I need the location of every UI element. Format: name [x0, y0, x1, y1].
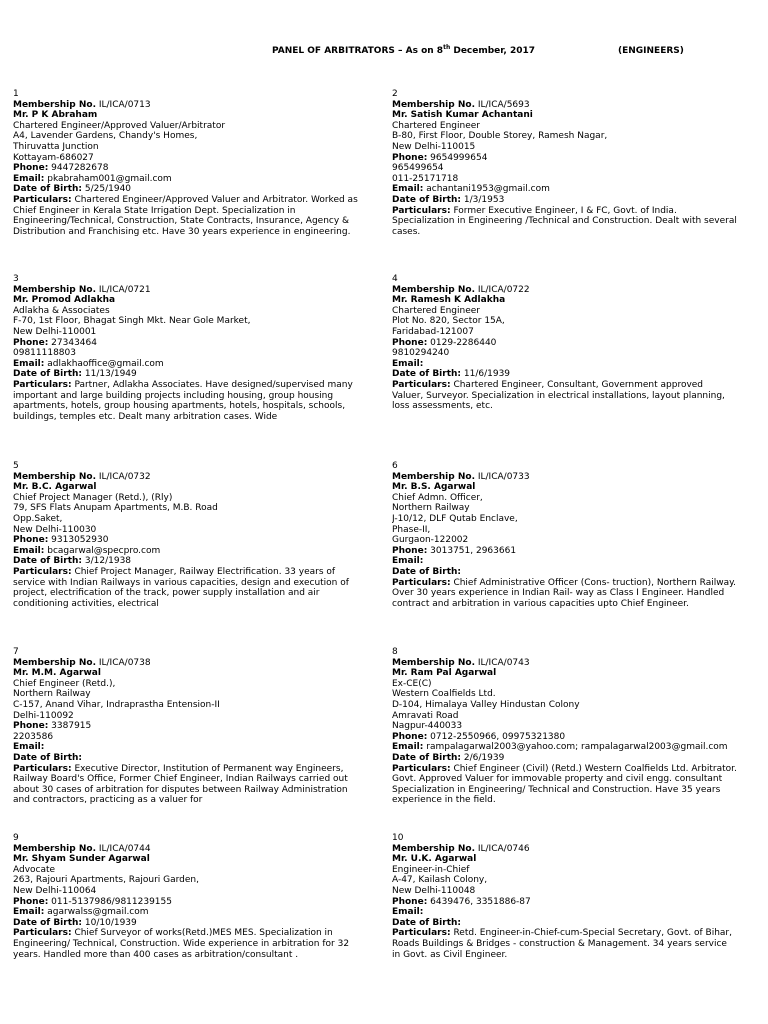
address-line	[392, 525, 737, 536]
particulars-label: Particulars:	[13, 194, 72, 205]
date-of-birth-label: Date of Birth:	[392, 752, 462, 763]
date-of-birth-value: 11/13/1949	[84, 369, 137, 380]
email-label: Email:	[392, 358, 424, 369]
phone	[392, 338, 737, 349]
membership-number-value: IL/ICA/0743	[477, 657, 530, 668]
phone-extra	[392, 163, 737, 174]
email-value: agarwalss@gmail.com	[47, 907, 149, 918]
address-line	[392, 679, 737, 690]
phone-value: 011-5137986/9811239155	[51, 896, 172, 907]
address-line	[13, 865, 358, 876]
date-of-birth-value: 11/6/1939	[463, 369, 511, 380]
email-value: bcagarwal@specpro.com	[47, 545, 161, 556]
date-of-birth	[13, 753, 358, 764]
phone-label: Phone:	[13, 896, 49, 907]
date-of-birth	[392, 195, 737, 206]
date-of-birth	[392, 567, 737, 578]
address-line	[13, 679, 358, 690]
membership-number-value: IL/ICA/0738	[98, 657, 151, 668]
address-line-text: A-47, Kailash Colony,	[392, 875, 488, 886]
address-line-text: New Delhi-110030	[13, 524, 97, 535]
date-of-birth	[13, 369, 358, 380]
membership-number-label: Membership No.	[13, 284, 96, 295]
membership-number	[13, 658, 358, 669]
date-of-birth-value: 10/10/1939	[84, 917, 137, 928]
date-of-birth-label: Date of Birth:	[13, 752, 83, 763]
document-category: (ENGINEERS)	[618, 46, 684, 56]
date-of-birth-label: Date of Birth:	[392, 566, 462, 577]
particulars	[392, 578, 737, 610]
address-line	[13, 711, 358, 722]
email	[13, 907, 358, 918]
phone-label: Phone:	[392, 896, 428, 907]
membership-number	[13, 472, 358, 483]
address-line	[392, 875, 737, 886]
address-line-text: Chartered Engineer	[392, 120, 480, 131]
particulars-label: Particulars:	[392, 379, 451, 390]
entry-number	[392, 833, 737, 844]
membership-number	[13, 844, 358, 855]
date-of-birth-value: 5/25/1940	[84, 184, 132, 195]
particulars	[392, 380, 737, 412]
particulars-value: Partner, Adlakha Associates. Have designed/supervised many important and large building projects including housing, group housing apartments, hotels, group housing apartments, hotels, hospitals, schools, buildings, temples etc. Dealt many arbitration cases. Wide	[13, 379, 353, 422]
address-line-text: Phase-II,	[392, 524, 431, 535]
membership-number-value: IL/ICA/0744	[98, 843, 151, 854]
address-line-text: C-157, Anand Vihar, Indraprastha Entension-II	[13, 699, 220, 710]
address-line-text: Northern Railway	[392, 503, 470, 514]
entry-number	[13, 833, 358, 844]
address-line-text: Gurgaon-122002	[392, 535, 469, 546]
address-line	[392, 535, 737, 546]
entry-number	[392, 461, 737, 472]
arbitrator-entry	[13, 89, 358, 237]
address-line-text: Advocate	[13, 864, 56, 875]
membership-number-label: Membership No.	[392, 471, 475, 482]
date-of-birth-label: Date of Birth:	[13, 917, 83, 928]
particulars-label: Particulars:	[13, 379, 72, 390]
date-of-birth-label: Date of Birth:	[13, 184, 83, 195]
address-line-text: Nagpur-440033	[392, 721, 463, 732]
address-line	[392, 316, 737, 327]
membership-number-label: Membership No.	[392, 99, 475, 110]
membership-number-value: IL/ICA/0733	[477, 471, 530, 482]
arbitrator-name-text: Mr. Promod Adlakha	[13, 295, 116, 306]
particulars-label: Particulars:	[13, 566, 72, 577]
email-label: Email:	[392, 556, 424, 567]
phone-label: Phone:	[13, 163, 49, 174]
address-line-text: J-10/12, DLF Qutab Enclave,	[392, 513, 518, 524]
entry-number-text: 4	[392, 274, 398, 284]
arbitrator-entry	[13, 274, 358, 422]
entry-number-text: 8	[392, 647, 398, 657]
arbitrator-name	[392, 668, 737, 679]
phone-value: 3013751, 2963661	[430, 545, 517, 556]
email	[392, 907, 737, 918]
address-line-text: Thiruvatta Junction	[13, 141, 99, 152]
date-of-birth-value: 3/12/1938	[84, 556, 132, 567]
arbitrator-name	[13, 482, 358, 493]
address-line	[392, 121, 737, 132]
address-line	[13, 525, 358, 536]
phone-extra	[13, 348, 358, 359]
arbitrator-name-text: Mr. U.K. Agarwal	[392, 854, 477, 865]
particulars	[13, 195, 358, 237]
arbitrator-entry	[13, 461, 358, 609]
address-line	[392, 721, 737, 732]
date-of-birth-label: Date of Birth:	[392, 917, 462, 928]
email-value: rampalagarwal2003@yahoo.com; rampalagarwal2003@gmail.com	[426, 742, 728, 753]
address-line	[392, 711, 737, 722]
phone-label: Phone:	[13, 337, 49, 348]
membership-number-value: IL/ICA/0713	[98, 99, 151, 110]
phone-label: Phone:	[392, 152, 428, 163]
phone	[392, 546, 737, 557]
address-line	[392, 142, 737, 153]
address-line	[392, 700, 737, 711]
phone-value: 3387915	[51, 721, 92, 732]
address-line-text: Chief Admn. Officer,	[392, 492, 483, 503]
arbitrator-entry	[392, 647, 737, 806]
membership-number-value: IL/ICA/0721	[98, 284, 151, 295]
membership-number	[392, 844, 737, 855]
particulars	[13, 380, 358, 422]
entry-number	[13, 461, 358, 472]
phone	[13, 535, 358, 546]
phone	[392, 897, 737, 908]
email	[13, 742, 358, 753]
phone	[13, 897, 358, 908]
date-of-birth	[392, 369, 737, 380]
address-line	[13, 306, 358, 317]
membership-number	[392, 285, 737, 296]
arbitrator-name-text: Mr. Ramesh K Adlakha	[392, 295, 506, 306]
address-line	[392, 131, 737, 142]
particulars-value: Chartered Engineer, Consultant, Government approved Valuer, Surveyor. Specialization in electrical installations, layout planning, loss assessments, etc.	[392, 379, 725, 412]
membership-number	[392, 100, 737, 111]
email	[392, 556, 737, 567]
arbitrator-name-text: Mr. P K Abraham	[13, 110, 98, 121]
particulars-value: Chief Project Manager, Railway Electrification. 33 years of service with Indian Railways in various capacities, design and execution of project, electrification of the track, power supply installation and air conditioning activities, electrical	[13, 566, 349, 609]
address-line	[13, 142, 358, 153]
entry-number-text: 9	[13, 833, 19, 843]
membership-number-value: IL/ICA/0722	[477, 284, 530, 295]
entry-number-text: 2	[392, 89, 398, 99]
phone-extra-text: 09811118803	[13, 348, 76, 359]
email-value: pkabraham001@gmail.com	[47, 173, 172, 184]
phone-extra-text: 9810294240	[392, 348, 450, 359]
phone-value: 9447282678	[51, 163, 109, 174]
address-line-text: Chartered Engineer/Approved Valuer/Arbitrator	[13, 120, 226, 131]
membership-number-value: IL/ICA/0746	[477, 843, 530, 854]
entry-number-text: 7	[13, 647, 19, 657]
address-line	[392, 327, 737, 338]
date-of-birth	[13, 918, 358, 929]
email-label: Email:	[392, 907, 424, 918]
address-line	[13, 153, 358, 164]
document-title: PANEL OF ARBITRATORS – As on 8th December, 2017	[272, 44, 536, 56]
particulars	[13, 764, 358, 806]
email	[13, 546, 358, 557]
address-line-text: 263, Rajouri Apartments, Rajouri Garden,	[13, 875, 199, 886]
address-line	[392, 503, 737, 514]
address-line	[13, 131, 358, 142]
address-line	[392, 886, 737, 897]
address-line	[13, 327, 358, 338]
membership-number	[392, 658, 737, 669]
particulars-label: Particulars:	[392, 928, 451, 939]
email-value: adlakhaoffice@gmail.com	[47, 358, 164, 369]
address-line	[392, 493, 737, 504]
address-line-text: F-70, 1st Floor, Bhagat Singh Mkt. Near Gole Market,	[13, 316, 251, 327]
membership-number-label: Membership No.	[13, 657, 96, 668]
address-line	[13, 689, 358, 700]
phone-label: Phone:	[13, 721, 49, 732]
address-line	[392, 689, 737, 700]
address-line-text: Plot No. 820, Sector 15A,	[392, 316, 505, 327]
membership-number-value: IL/ICA/5693	[477, 99, 530, 110]
address-line	[13, 514, 358, 525]
address-line-text: New Delhi-110015	[392, 141, 476, 152]
phone	[13, 163, 358, 174]
membership-number-label: Membership No.	[392, 843, 475, 854]
phone-extra-text: 011-25171718	[392, 173, 459, 184]
entry-number-text: 5	[13, 461, 19, 471]
email	[392, 359, 737, 370]
arbitrator-name-text: Mr. Ram Pal Agarwal	[392, 668, 497, 679]
membership-number	[392, 472, 737, 483]
date-of-birth-label: Date of Birth:	[392, 369, 462, 380]
address-line-text: New Delhi-110001	[13, 326, 97, 337]
phone-extra-text: 965499654	[392, 163, 444, 174]
membership-number	[13, 100, 358, 111]
document-header	[0, 46, 768, 60]
email-label: Email:	[13, 358, 45, 369]
particulars-value: Chief Engineer (Civil) (Retd.) Western Coalfields Ltd. Arbitrator. Govt. Approved Valuer for immovable property and civil engg. consultant Specialization in Engineering/ Technical and Construction. Have 35 years experience in the field.	[392, 763, 737, 806]
entry-number	[392, 274, 737, 285]
arbitrator-name-text: Mr. M.M. Agarwal	[13, 668, 101, 679]
address-line-text: A4, Lavender Gardens, Chandy's Homes,	[13, 131, 198, 142]
membership-number-label: Membership No.	[13, 471, 96, 482]
phone	[13, 338, 358, 349]
phone-label: Phone:	[392, 545, 428, 556]
particulars-value: Chief Surveyor of works(Retd.)MES MES. Specialization in Engineering/ Technical, Construction. Wide experience in arbitration for 32 years. Handled more than 400 cases as arbitration/consultant .	[13, 928, 350, 960]
particulars	[13, 928, 358, 960]
phone-label: Phone:	[392, 731, 428, 742]
date-of-birth	[13, 184, 358, 195]
phone-extra	[392, 348, 737, 359]
email-label: Email:	[13, 545, 45, 556]
email	[392, 184, 737, 195]
phone-extra	[13, 732, 358, 743]
arbitrator-name	[13, 668, 358, 679]
entry-number	[13, 647, 358, 658]
membership-number-label: Membership No.	[13, 843, 96, 854]
entry-number-text: 1	[13, 89, 19, 99]
date-of-birth-value: 1/3/1953	[463, 194, 505, 205]
address-line-text: Opp.Saket,	[13, 513, 63, 524]
phone-value: 0712-2550966, 09975321380	[430, 731, 566, 742]
phone-value: 9654999654	[430, 152, 488, 163]
arbitrator-name	[392, 110, 737, 121]
email-label: Email:	[392, 184, 424, 195]
entry-number	[13, 274, 358, 285]
address-line	[13, 875, 358, 886]
arbitrator-entry	[392, 833, 737, 960]
phone-extra-text: 2203586	[13, 731, 54, 742]
address-line-text: New Delhi-110064	[13, 885, 97, 896]
particulars-label: Particulars:	[392, 763, 451, 774]
address-line	[13, 493, 358, 504]
arbitrator-entry	[392, 461, 737, 609]
date-of-birth	[13, 556, 358, 567]
email	[13, 359, 358, 370]
date-of-birth	[392, 918, 737, 929]
membership-number-label: Membership No.	[13, 99, 96, 110]
membership-number-value: IL/ICA/0732	[98, 471, 151, 482]
address-line-text: Northern Railway	[13, 689, 91, 700]
address-line	[392, 514, 737, 525]
particulars-label: Particulars:	[392, 577, 451, 588]
particulars	[392, 764, 737, 806]
address-line-text: Chartered Engineer	[392, 305, 480, 316]
date-of-birth-label: Date of Birth:	[13, 556, 83, 567]
arbitrator-name	[13, 854, 358, 865]
date-of-birth-label: Date of Birth:	[13, 369, 83, 380]
arbitrator-entry	[392, 89, 737, 237]
entry-number	[392, 89, 737, 100]
date-of-birth	[392, 753, 737, 764]
arbitrator-name-text: Mr. B.S. Agarwal	[392, 482, 476, 493]
email-label: Email:	[392, 742, 424, 753]
arbitrator-name-text: Mr. Satish Kumar Achantani	[392, 110, 533, 121]
email-label: Email:	[13, 742, 45, 753]
particulars	[392, 928, 737, 960]
address-line-text: Delhi-110092	[13, 710, 74, 721]
address-line-text: Faridabad-121007	[392, 326, 474, 337]
arbitrator-name	[392, 295, 737, 306]
membership-number	[13, 285, 358, 296]
arbitrator-name	[392, 854, 737, 865]
membership-number-label: Membership No.	[392, 284, 475, 295]
phone-value: 0129-2286440	[430, 337, 497, 348]
email	[13, 174, 358, 185]
address-line	[392, 865, 737, 876]
address-line-text: 79, SFS Flats Anupam Apartments, M.B. Road	[13, 503, 218, 514]
phone-value: 9313052930	[51, 535, 109, 546]
arbitrator-entry	[392, 274, 737, 412]
arbitrator-name-text: Mr. Shyam Sunder Agarwal	[13, 854, 150, 865]
phone-label: Phone:	[13, 535, 49, 546]
arbitrator-name-text: Mr. B.C. Agarwal	[13, 482, 97, 493]
address-line-text: Engineer-in-Chief	[392, 864, 470, 875]
address-line-text: Adlakha & Associates	[13, 305, 110, 316]
phone	[392, 732, 737, 743]
address-line-text: New Delhi-110048	[392, 885, 476, 896]
entry-number-text: 10	[392, 833, 404, 843]
address-line	[13, 886, 358, 897]
phone-extra	[392, 174, 737, 185]
arbitrator-entry	[13, 647, 358, 806]
entry-number	[392, 647, 737, 658]
date-of-birth-label: Date of Birth:	[392, 194, 462, 205]
phone	[13, 721, 358, 732]
address-line	[13, 700, 358, 711]
email-label: Email:	[13, 907, 45, 918]
address-line	[13, 121, 358, 132]
particulars-label: Particulars:	[392, 205, 451, 216]
address-line-text: B-80, First Floor, Double Storey, Ramesh Nagar,	[392, 131, 608, 142]
particulars	[392, 206, 737, 238]
entry-number-text: 3	[13, 274, 19, 284]
email-label: Email:	[13, 173, 45, 184]
particulars-value: Retd. Engineer-in-Chief-cum-Special Secretary, Govt. of Bihar, Roads Buildings & Bridges - construction & Management. 34 years service in Govt. as Civil Engineer.	[392, 928, 732, 960]
phone-value: 27343464	[51, 337, 97, 348]
address-line	[13, 503, 358, 514]
particulars	[13, 567, 358, 609]
phone-label: Phone:	[392, 337, 428, 348]
address-line-text: Amravati Road	[392, 710, 459, 721]
particulars-value: Executive Director, Institution of Permanent way Engineers, Railway Board's Office, Former Chief Engineer, Indian Railways carried out about 30 cases of arbitration for disputes between Railway Administration and contractors, practicing as a valuer for	[13, 763, 348, 806]
email	[392, 742, 737, 753]
particulars-label: Particulars:	[13, 763, 72, 774]
address-line	[13, 316, 358, 327]
address-line-text: Chief Project Manager (Retd.), (Rly)	[13, 492, 173, 503]
particulars-label: Particulars:	[13, 928, 72, 939]
address-line-text: Ex-CE(C)	[392, 678, 432, 689]
arbitrator-entry	[13, 833, 358, 960]
particulars-value: Chief Administrative Officer (Cons- truction), Northern Railway. Over 30 years experience in Indian Rail- way as Class I Engineer. Handled contract and arbitration in various capacities upto Chief Engineer.	[392, 577, 737, 609]
address-line	[392, 306, 737, 317]
particulars-value: Chartered Engineer/Approved Valuer and Arbitrator. Worked as Chief Engineer in Kerala State Irrigation Dept. Specialization in Engineering/Technical, Construction, State Contracts, Insurance, Agency & Distribution and Franchising etc. Have 30 years experience in engineering.	[13, 194, 358, 237]
arbitrator-name	[13, 110, 358, 121]
entry-number-text: 6	[392, 461, 398, 471]
phone-value: 6439476, 3351886-87	[430, 896, 531, 907]
arbitrator-name	[13, 295, 358, 306]
address-line-text: D-104, Himalaya Valley Hindustan Colony	[392, 699, 580, 710]
date-of-birth-value: 2/6/1939	[463, 752, 505, 763]
email-value: achantani1953@gmail.com	[426, 184, 550, 195]
address-line-text: Kottayam-686027	[13, 152, 94, 163]
phone	[392, 153, 737, 164]
address-line-text: Western Coalfields Ltd.	[392, 689, 496, 700]
membership-number-label: Membership No.	[392, 657, 475, 668]
address-line-text: Chief Engineer (Retd.),	[13, 678, 116, 689]
entry-number	[13, 89, 358, 100]
arbitrator-name	[392, 482, 737, 493]
particulars-value: Former Executive Engineer, I & FC, Govt. of India. Specialization in Engineering /Technical and Construction. Dealt with several cases.	[392, 205, 737, 237]
